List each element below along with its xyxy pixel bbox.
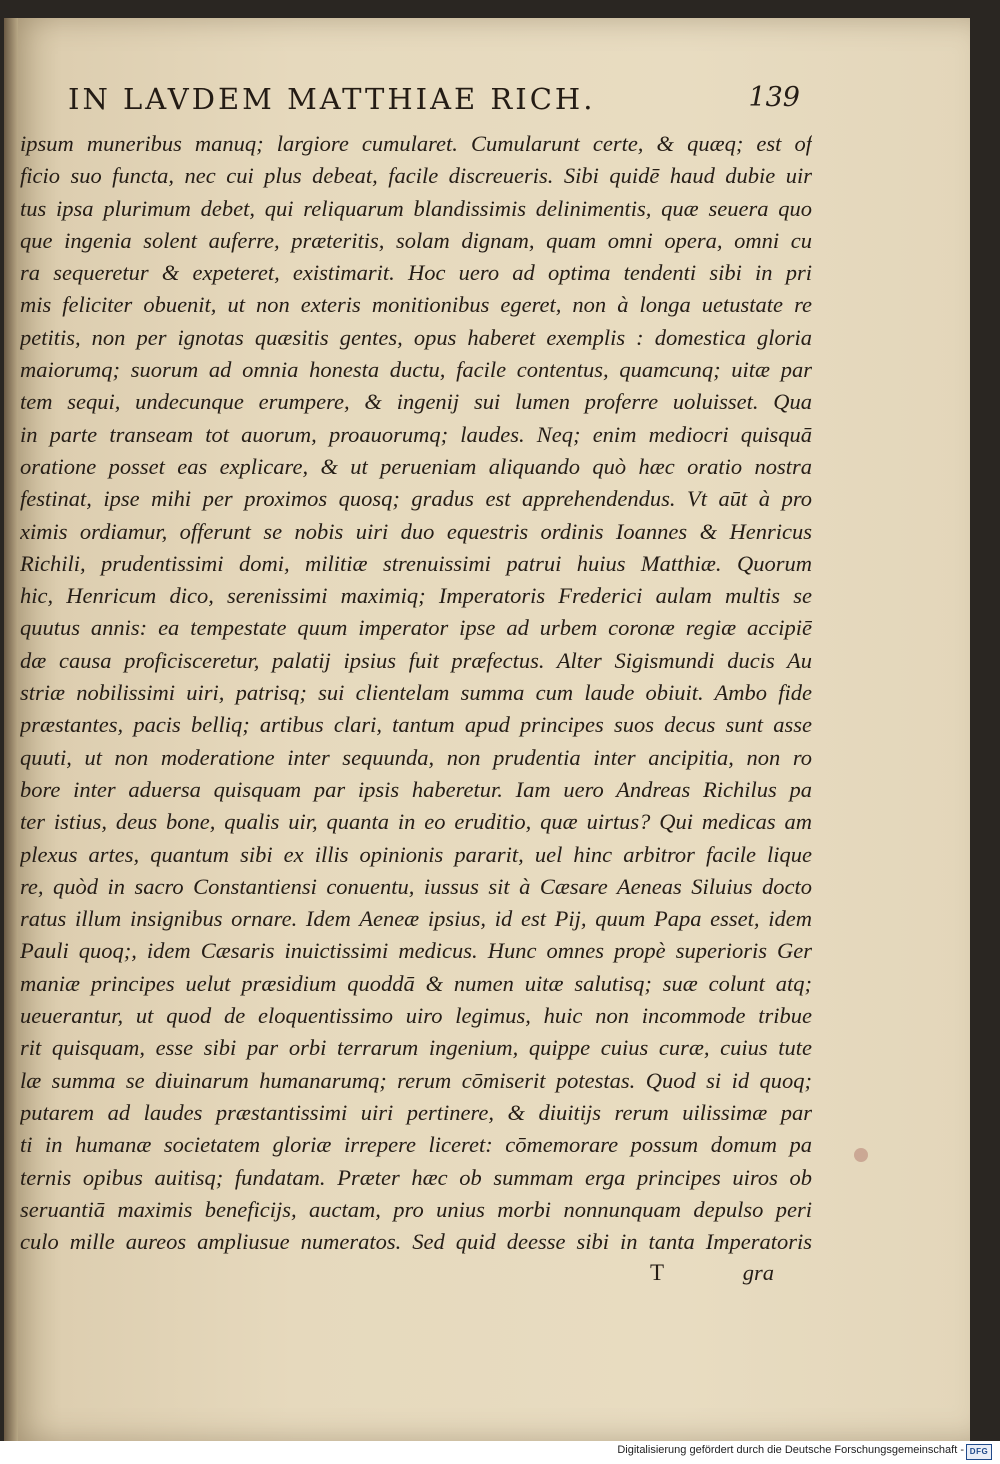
text-line: maniæ principes uelut præsidium quoddā & numen uitæ salutisq; suæ colunt atq; (20, 970, 812, 996)
text-line: Pauli quoq;, idem Cæsaris inuictissimi medicus. Hunc omnes propè superioris Ger (20, 938, 812, 964)
text-line: tem sequi, undecunque erumpere, & ingenij sui lumen proferre uoluisset. Qua (20, 389, 812, 415)
text-line: ficio suo functa, nec cui plus debeat, facile discreueris. Sibi quidē haud dubie uir (20, 163, 812, 189)
dfg-logo: DFG (966, 1444, 992, 1460)
text-line: tus ipsa plurimum debet, qui reliquarum blandissimis delinimentis, quæ seuera quo (20, 195, 812, 221)
text-line: ximis ordiamur, offerunt se nobis uiri duo equestris ordinis Ioannes & Henricus (20, 518, 812, 544)
page-header (60, 82, 800, 122)
text-line: festinat, ipse mihi per proximos quosq; gradus est apprehendendus. Vt aūt à pro (20, 486, 812, 512)
text-line: Richili, prudentissimi domi, militiæ strenuissimi patrui huius Matthiæ. Quorum (20, 550, 812, 576)
digitization-footer (0, 1441, 1000, 1464)
text-line: re, quòd in sacro Constantiensi conuentu, iussus sit à Cæsare Aeneas Siluius docto (20, 873, 812, 899)
paper-stain (854, 1148, 868, 1162)
text-line: petitis, non per ignotas quæsitis gentes, opus haberet exemplis : domestica gloria (20, 324, 812, 350)
text-line: maiorumq; suorum ad omnia honesta ductu, facile contentus, quamcunq; uitæ par (20, 357, 812, 383)
text-line: ipsum muneribus manuq; largiore cumularet. Cumularunt certe, & quæq; est of (20, 131, 812, 156)
text-line: seruantiā maximis beneficijs, auctam, pro unius morbi nonnunquam depulso peri (20, 1196, 812, 1222)
text-line: culo mille aureos ampliusue numeratos. Sed quid deesse sibi in tanta Imperatoris (20, 1229, 812, 1255)
text-line: quutus annis: ea tempestate quum imperator ipse ad urbem coronæ regiæ accipiē (20, 615, 812, 641)
text-line: læ summa se diuinarum humanarumq; rerum cōmiserit potestas. Quod si id quoq; (20, 1067, 812, 1093)
text-line: ter istius, deus bone, qualis uir, quanta in eo eruditio, quæ uirtus? Qui medicas am (20, 809, 812, 835)
text-line: plexus artes, quantum sibi ex illis opinionis pararit, uel hinc arbitror facile lique (20, 841, 812, 867)
text-line: in parte transeam tot auorum, proauorumq; laudes. Neq; enim mediocri quisquā (20, 421, 812, 447)
text-line: quuti, ut non moderatione inter sequunda, non prudentia inter ancipitia, non ro (20, 744, 812, 770)
text-line: bore inter aduersa quisquam par ipsis haberetur. Iam uero Andreas Richilus pa (20, 776, 812, 802)
text-line: ueuerantur, ut quod de eloquentissimo uiro legimus, huic non incommode tribue (20, 1003, 812, 1029)
text-line: striæ nobilissimi uiri, patrisq; sui clientelam summa cum laude obiuit. Ambo fide (20, 680, 812, 706)
text-line: mis feliciter obuenit, ut non exteris monitionibus egeret, non à longa uetustate re (20, 292, 812, 318)
text-line: rit quisquam, esse sibi par orbi terrarum ingenium, quippe cuius curæ, cuius tute (20, 1035, 812, 1061)
text-line: ternis opibus auitisq; fundatam. Præter hæc ob summam erga principes uiros ob (20, 1164, 812, 1190)
page-foot (650, 1260, 774, 1292)
text-line: ti in humanæ societatem gloriæ irrepere liceret: cōmemorare possum domum pa (20, 1132, 812, 1158)
funding-credit: Digitalisierung gefördert durch die Deutsche Forschungsgemeinschaft - (617, 1444, 964, 1456)
text-line: putarem ad laudes præstantissimi uiri pertinere, & diuitijs rerum uilissimæ par (20, 1099, 812, 1125)
text-line: hic, Henricum dico, serenissimi maximiq; Imperatoris Frederici aulam multis se (20, 583, 812, 609)
text-line: dæ causa proficisceretur, palatij ipsius fuit præfectus. Alter Sigismundi ducis Au (20, 647, 812, 673)
text-line: præstantes, pacis belliq; artibus clari, tantum apud principes suos decus sunt asse (20, 712, 812, 738)
body-text (20, 128, 812, 1258)
text-line: oratione posset eas explicare, & ut perueniam aliquando quò hæc oratio nostra (20, 453, 812, 479)
signature-mark: T (650, 1260, 665, 1285)
running-head: IN LAVDEM MATTHIAE RICH. (68, 82, 596, 116)
text-line: ra sequeretur & expeteret, existimarit. Hoc uero ad optima tendenti sibi in pri (20, 260, 812, 286)
catchword: gra (742, 1260, 774, 1285)
text-line: que ingenia solent auferre, præteritis, solam dignam, quam omni opera, omni cu (20, 227, 812, 253)
text-line: ratus illum insignibus ornare. Idem Aeneæ ipsius, id est Pij, quum Papa esset, idem (20, 906, 812, 932)
page-number: 139 (748, 82, 800, 113)
